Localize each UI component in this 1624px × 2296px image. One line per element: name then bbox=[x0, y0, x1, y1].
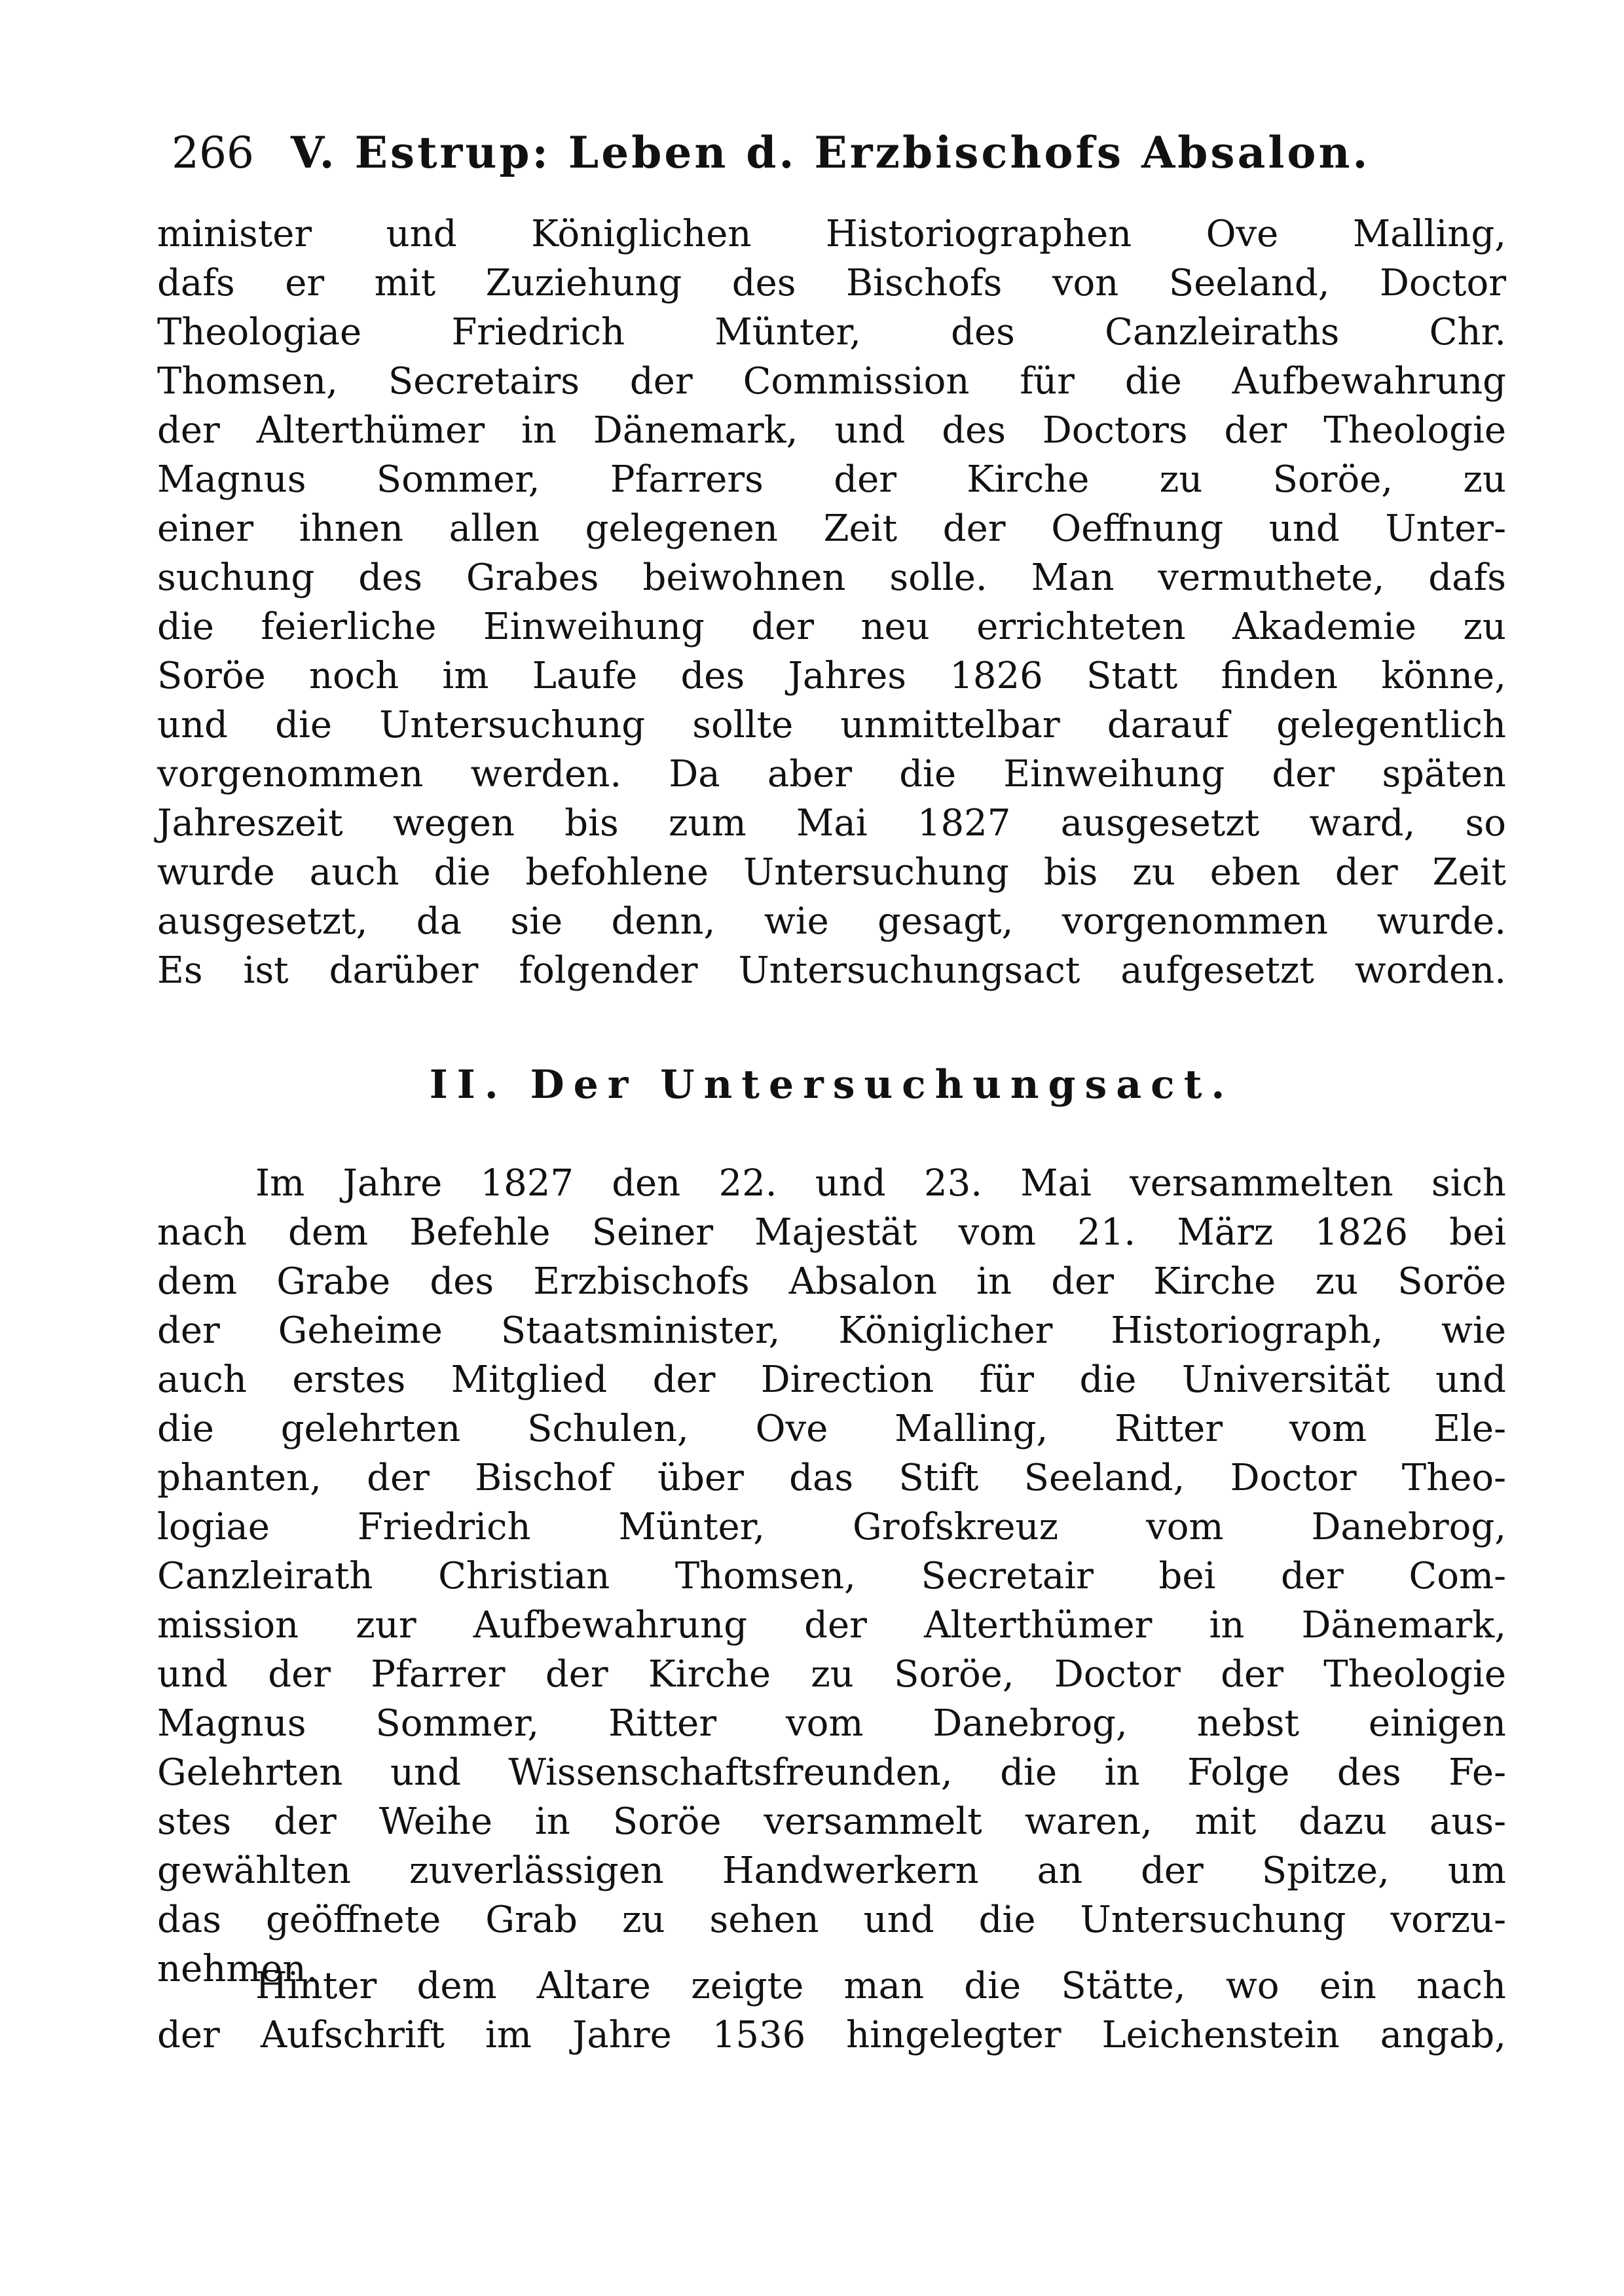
text-line: vorgenommen werden. Da aber die Einweihung der späten bbox=[157, 753, 1506, 795]
text-line: der Geheime Staatsminister, Königlicher Historiograph, wie bbox=[157, 1309, 1506, 1352]
text-line: dem Grabe des Erzbischofs Absalon in der Kirche zu Soröe bbox=[157, 1260, 1506, 1303]
text-line: Hinter dem Altare zeigte man die Stätte, wo ein nach bbox=[255, 1965, 1506, 2007]
text-line: minister und Königlichen Historiographen Ove Malling, bbox=[157, 213, 1506, 255]
text-line: wurde auch die befohlene Untersuchung bis zu eben der Zeit bbox=[157, 851, 1506, 894]
text-line: suchung des Grabes beiwohnen solle. Man vermuthete, dafs bbox=[157, 556, 1506, 599]
text-line: der Alterthümer in Dänemark, und des Doctors der Theologie bbox=[157, 409, 1506, 452]
text-line: Canzleirath Christian Thomsen, Secretair bei der Com- bbox=[157, 1555, 1506, 1597]
text-line: die gelehrten Schulen, Ove Malling, Ritter vom Ele- bbox=[157, 1408, 1506, 1450]
text-line: dafs er mit Zuziehung des Bischofs von Seeland, Doctor bbox=[157, 262, 1506, 304]
running-title: V. Estrup: Leben d. Erzbischofs Absalon. bbox=[290, 127, 1371, 178]
running-header bbox=[172, 123, 1494, 182]
text-line: Magnus Sommer, Pfarrers der Kirche zu Soröe, zu bbox=[157, 458, 1506, 501]
text-line: nach dem Befehle Seiner Majestät vom 21. März 1826 bei bbox=[157, 1211, 1506, 1254]
text-line: das geöffnete Grab zu sehen und die Untersuchung vorzu- bbox=[157, 1899, 1506, 1941]
text-line: auch erstes Mitglied der Direction für die Universität und bbox=[157, 1358, 1506, 1401]
text-line: Jahreszeit wegen bis zum Mai 1827 ausgesetzt ward, so bbox=[157, 802, 1506, 845]
text-line: Theologiae Friedrich Münter, des Canzleiraths Chr. bbox=[157, 311, 1506, 354]
paragraph-untersuchungsact bbox=[157, 1159, 1506, 1994]
text-line: Im Jahre 1827 den 22. und 23. Mai versammelten sich bbox=[255, 1162, 1506, 1205]
text-line: Es ist darüber folgender Untersuchungsact aufgesetzt worden. bbox=[157, 949, 1506, 992]
text-line: der Aufschrift im Jahre 1536 hingelegter Leichenstein angab, bbox=[157, 2014, 1506, 2056]
text-line: und der Pfarrer der Kirche zu Soröe, Doctor der Theologie bbox=[157, 1653, 1506, 1696]
page-number: 266 bbox=[172, 128, 254, 178]
paragraph-continuation bbox=[157, 210, 1506, 995]
text-line: einer ihnen allen gelegenen Zeit der Oeffnung und Unter- bbox=[157, 507, 1506, 550]
text-line: Gelehrten und Wissenschaftsfreunden, die in Folge des Fe- bbox=[157, 1751, 1506, 1794]
paragraph-hinter-dem-altare bbox=[157, 1961, 1506, 2060]
text-line: Magnus Sommer, Ritter vom Danebrog, nebst einigen bbox=[157, 1702, 1506, 1745]
section-heading: II. Der Untersuchungsact. bbox=[429, 1062, 1234, 1108]
text-line: gewählten zuverlässigen Handwerkern an der Spitze, um bbox=[157, 1850, 1506, 1892]
text-line: Soröe noch im Laufe des Jahres 1826 Statt finden könne, bbox=[157, 655, 1506, 697]
text-line: logiae Friedrich Münter, Grofskreuz vom Danebrog, bbox=[157, 1506, 1506, 1548]
text-line: die feierliche Einweihung der neu errichteten Akademie zu bbox=[157, 606, 1506, 648]
text-line: Thomsen, Secretairs der Commission für die Aufbewahrung bbox=[157, 360, 1506, 403]
text-line: und die Untersuchung sollte unmittelbar darauf gelegentlich bbox=[157, 704, 1506, 746]
text-line: ausgesetzt, da sie denn, wie gesagt, vorgenommen wurde. bbox=[157, 900, 1506, 943]
text-line: phanten, der Bischof über das Stift Seeland, Doctor Theo- bbox=[157, 1457, 1506, 1499]
text-line: mission zur Aufbewahrung der Alterthümer in Dänemark, bbox=[157, 1604, 1506, 1647]
text-line: stes der Weihe in Soröe versammelt waren, mit dazu aus- bbox=[157, 1800, 1506, 1843]
text-line: nehmen. bbox=[157, 1948, 318, 1990]
